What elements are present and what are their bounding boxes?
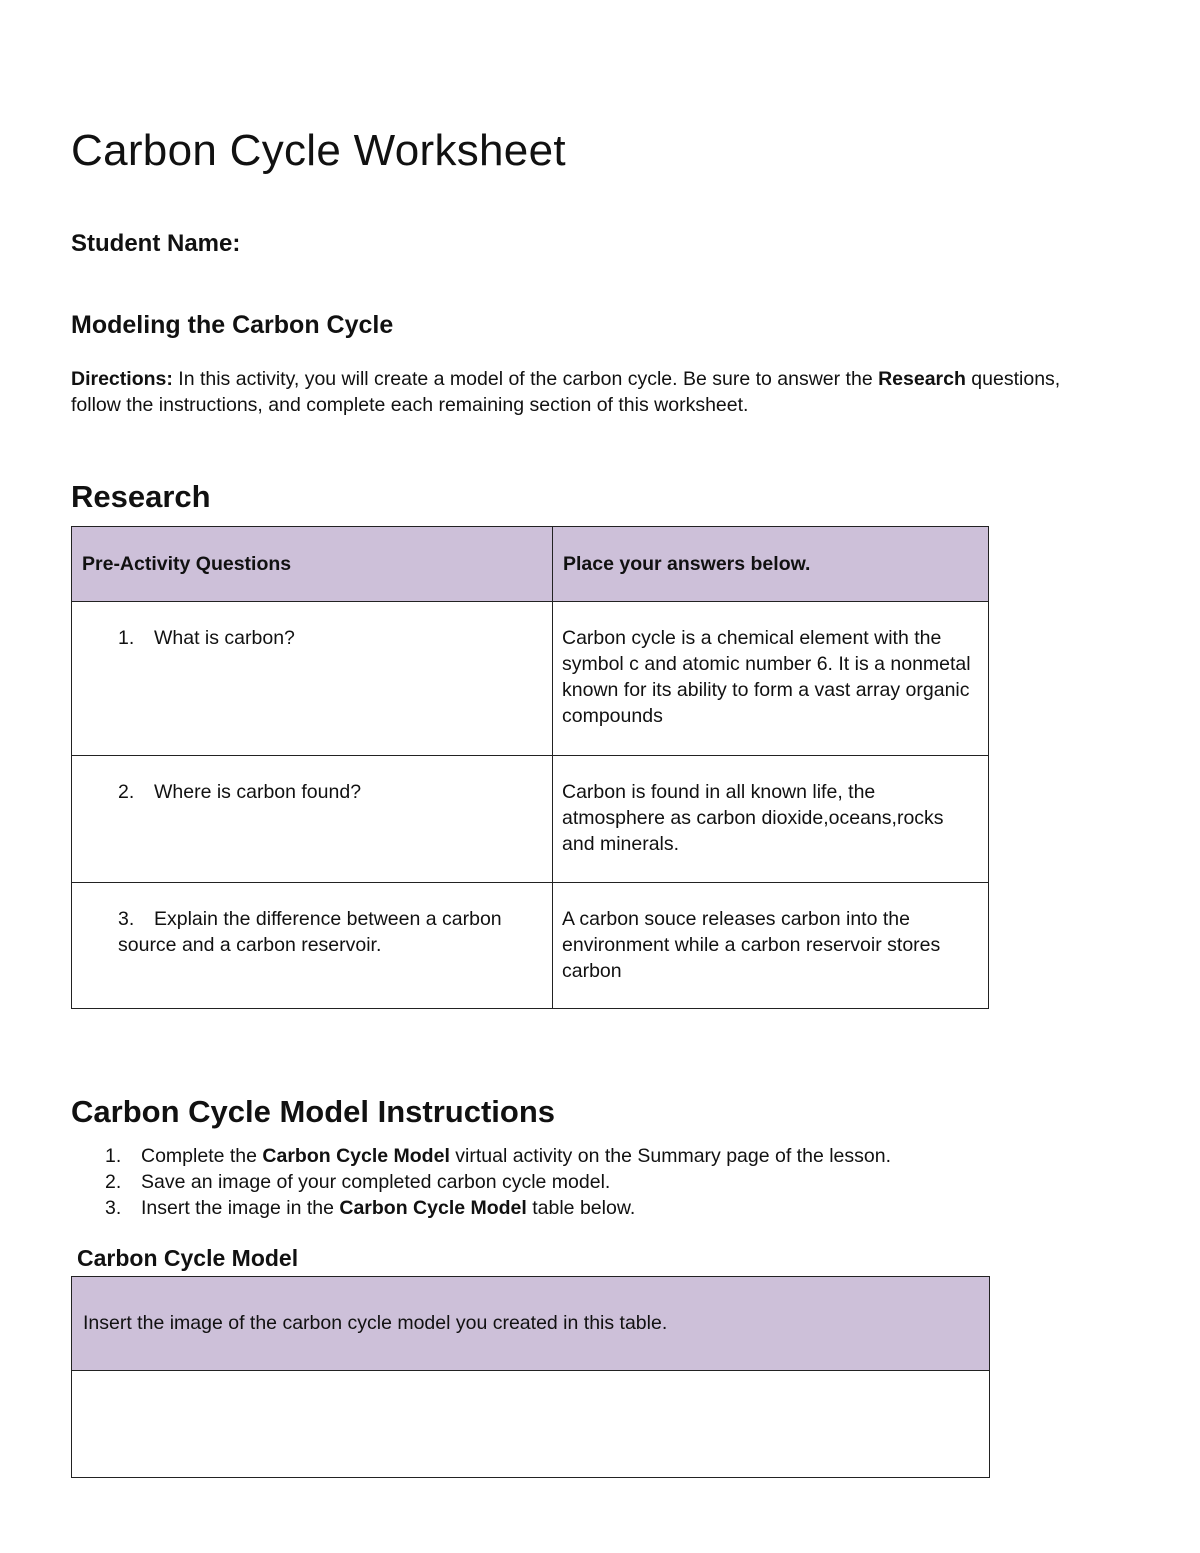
item-number: 3. [105,1197,122,1219]
directions-text-1: In this activity, you will create a model of the carbon cycle. Be sure to answer the [172,368,879,390]
research-table-header-row [72,527,989,602]
directions-paragraph [71,366,1081,418]
question-number: 3. [118,908,135,930]
model-image-cell[interactable] [72,1371,989,1477]
question-text: What is carbon? [154,627,295,649]
question-number: 1. [118,627,135,649]
question-text: Where is carbon found? [154,781,362,803]
model-table-caption: Carbon Cycle Model [77,1245,299,1271]
item-number: 1. [105,1145,122,1167]
directions-research-word: Research [878,368,966,390]
model-table [71,1276,990,1478]
table-row [72,602,989,756]
research-heading: Research [71,479,211,514]
header-questions: Pre-Activity Questions [72,527,553,602]
question-cell [72,756,553,883]
list-item [71,1195,1131,1221]
model-table-header: Insert the image of the carbon cycle model you created in this table. [72,1277,989,1371]
item-text-before: Save an image of your completed carbon cycle model. [141,1171,611,1193]
question-cell [72,602,553,756]
item-text-before: Complete the [141,1145,263,1167]
item-text-bold: Carbon Cycle Model [262,1145,450,1167]
item-number: 2. [105,1171,122,1193]
instructions-heading: Carbon Cycle Model Instructions [71,1094,556,1129]
list-item [71,1143,1131,1169]
item-text-before: Insert the image in the [141,1197,340,1219]
table-row [72,883,989,1009]
item-text-bold: Carbon Cycle Model [339,1197,527,1219]
answer-cell[interactable]: Carbon cycle is a chemical element with the symbol c and atomic number 6. It is a nonmetal known for its ability to form a vast array organic compounds [553,602,989,756]
header-answers: Place your answers below. [553,527,989,602]
question-number: 2. [118,781,135,803]
modeling-heading: Modeling the Carbon Cycle [71,311,394,339]
question-text: Explain the difference between a carbon source and a carbon reservoir. [118,908,502,956]
question-cell [72,883,553,1009]
list-item [71,1169,1131,1195]
student-name-label: Student Name: [71,230,241,257]
instructions-list [71,1143,1131,1221]
answer-cell[interactable]: A carbon souce releases carbon into the environment while a carbon reservoir stores carbon [553,883,989,1009]
answer-cell[interactable]: Carbon is found in all known life, the atmosphere as carbon dioxide,oceans,rocks and minerals. [553,756,989,883]
directions-text-2: questions, follow the instructions, and complete each remaining section of this worksheet. [71,368,1061,416]
directions-label: Directions: [71,368,173,390]
page-title: Carbon Cycle Worksheet [71,126,566,175]
item-text-after: virtual activity on the Summary page of the lesson. [449,1145,891,1167]
research-table [71,526,989,1009]
table-row [72,756,989,883]
item-text-after: table below. [526,1197,636,1219]
